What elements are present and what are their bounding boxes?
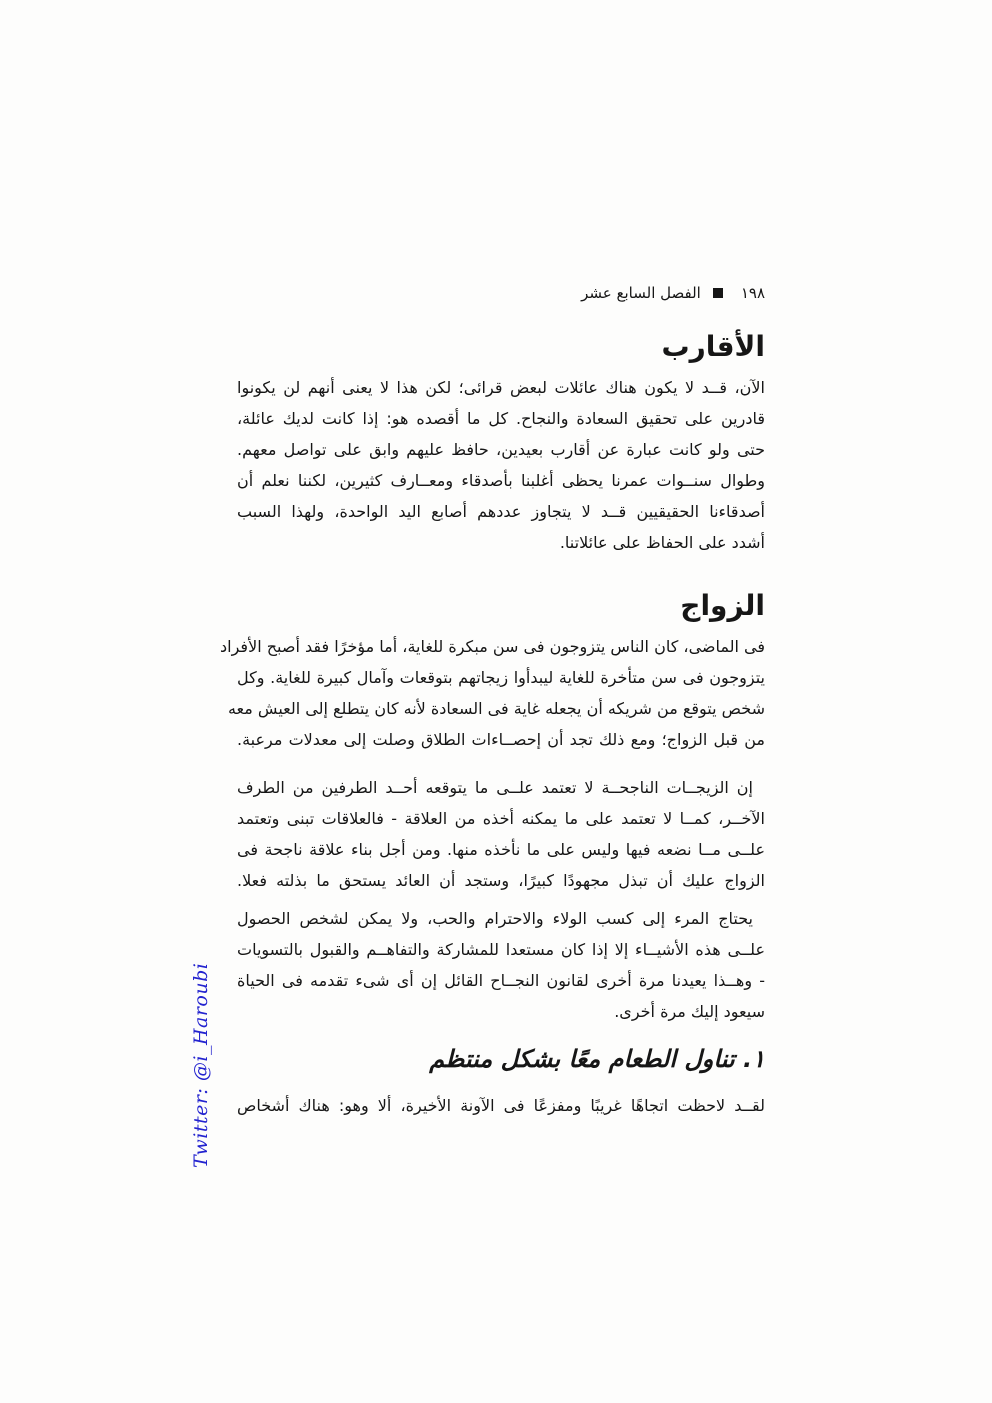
text-line: الآخــر، كمــا لا تعتمد على ما يمكنه أخذه من العلاقة - فالعلاقات تبنى وتعتمد bbox=[237, 809, 765, 828]
text-line: فى الماضى، كان الناس يتزوجون فى سن مبكرة للغاية، أما مؤخرًا فقد أصبح الأفراد bbox=[220, 637, 765, 656]
watermark-text: Twitter: @i_Haroubi bbox=[190, 962, 212, 1168]
page-number: ١٩٨ bbox=[740, 284, 765, 302]
section-heading-marriage: الزواج bbox=[680, 589, 765, 622]
text-line: أصدقاءنا الحقيقيين قــد لا يتجاوز عددهم أصابع اليد الواحدة، ولهذا السبب bbox=[237, 502, 765, 521]
text-line: الآن، قــد لا يكون هناك عائلات لبعض قرائى؛ لكن هذا لا يعنى أنهم لن يكونوا bbox=[237, 378, 765, 397]
paragraph bbox=[237, 772, 765, 896]
text-line: سيعود إليك مرة أخرى. bbox=[614, 1002, 765, 1021]
paragraph bbox=[237, 372, 765, 558]
text-line: أشدد على الحفاظ على عائلاتنا. bbox=[559, 533, 765, 552]
text-line: علــى مــا نضعه فيها وليس على ما نأخذه منها. ومن أجل بناء علاقة ناجحة فى bbox=[237, 840, 765, 859]
text-line: شخص يتوقع من شريكه أن يجعله غاية فى السعادة لأنه كان يتطلع إلى العيش معه bbox=[227, 699, 765, 718]
running-header bbox=[237, 281, 765, 305]
paragraph bbox=[220, 631, 765, 755]
text-line: قادرين على تحقيق السعادة والنجاح. كل ما أقصده هو: إذا كانت لديك عائلة، bbox=[237, 409, 765, 428]
text-line: وطوال سنــوات عمرنا يحظى أغلبنا بأصدقاء ومعــارف كثيرين، لكننا نعلم أن bbox=[237, 471, 765, 490]
text-line: حتى ولو كانت عبارة عن أقارب بعيدين، حافظ عليهم وابق على تواصل معهم. bbox=[237, 440, 765, 459]
square-bullet-icon bbox=[713, 288, 723, 298]
text-line: يتزوجون فى سن متأخرة للغاية ليبدأوا زيجاتهم بتوقعات وآمال كبيرة للغاية. وكل bbox=[237, 668, 765, 687]
text-line: علــى هذه الأشيــاء إلا إذا كان مستعدا للمشاركة والتفاهــم والقبول بالتسويات bbox=[237, 940, 765, 959]
text-line: لقــد لاحظت اتجاهًا غريبًا ومفزعًا فى الآونة الأخيرة، ألا وهو: هناك أشخاص bbox=[237, 1096, 765, 1115]
text-column bbox=[220, 0, 765, 1121]
paragraph bbox=[237, 903, 765, 1027]
paragraph bbox=[237, 1090, 765, 1121]
text-line: - وهــذا يعيدنا مرة أخرى لقانون النجــاح القائل إن أى شىء تقدمه فى الحياة bbox=[237, 971, 765, 990]
text-line: يحتاج المرء إلى كسب الولاء والاحترام والحب، ولا يمكن لشخص الحصول bbox=[237, 909, 753, 928]
chapter-title: الفصل السابع عشر bbox=[581, 284, 701, 302]
text-line: إن الزيجــات الناجحــة لا تعتمد علــى ما يتوقعه أحــد الطرفين من الطرف bbox=[237, 778, 753, 797]
text-line: الزواج عليك أن تبذل مجهودًا كبيرًا، وستجد أن العائد يستحق ما بذلته فعلا. bbox=[237, 871, 765, 890]
section-heading-relatives: الأقارب bbox=[661, 330, 765, 363]
section-heading-eating-together: ١. تناول الطعام معًا بشكل منتظم bbox=[429, 1045, 765, 1073]
text-line: من قبل الزواج؛ ومع ذلك تجد أن إحصــاءات الطلاق وصلت إلى معدلات مرعبة. bbox=[237, 730, 765, 749]
